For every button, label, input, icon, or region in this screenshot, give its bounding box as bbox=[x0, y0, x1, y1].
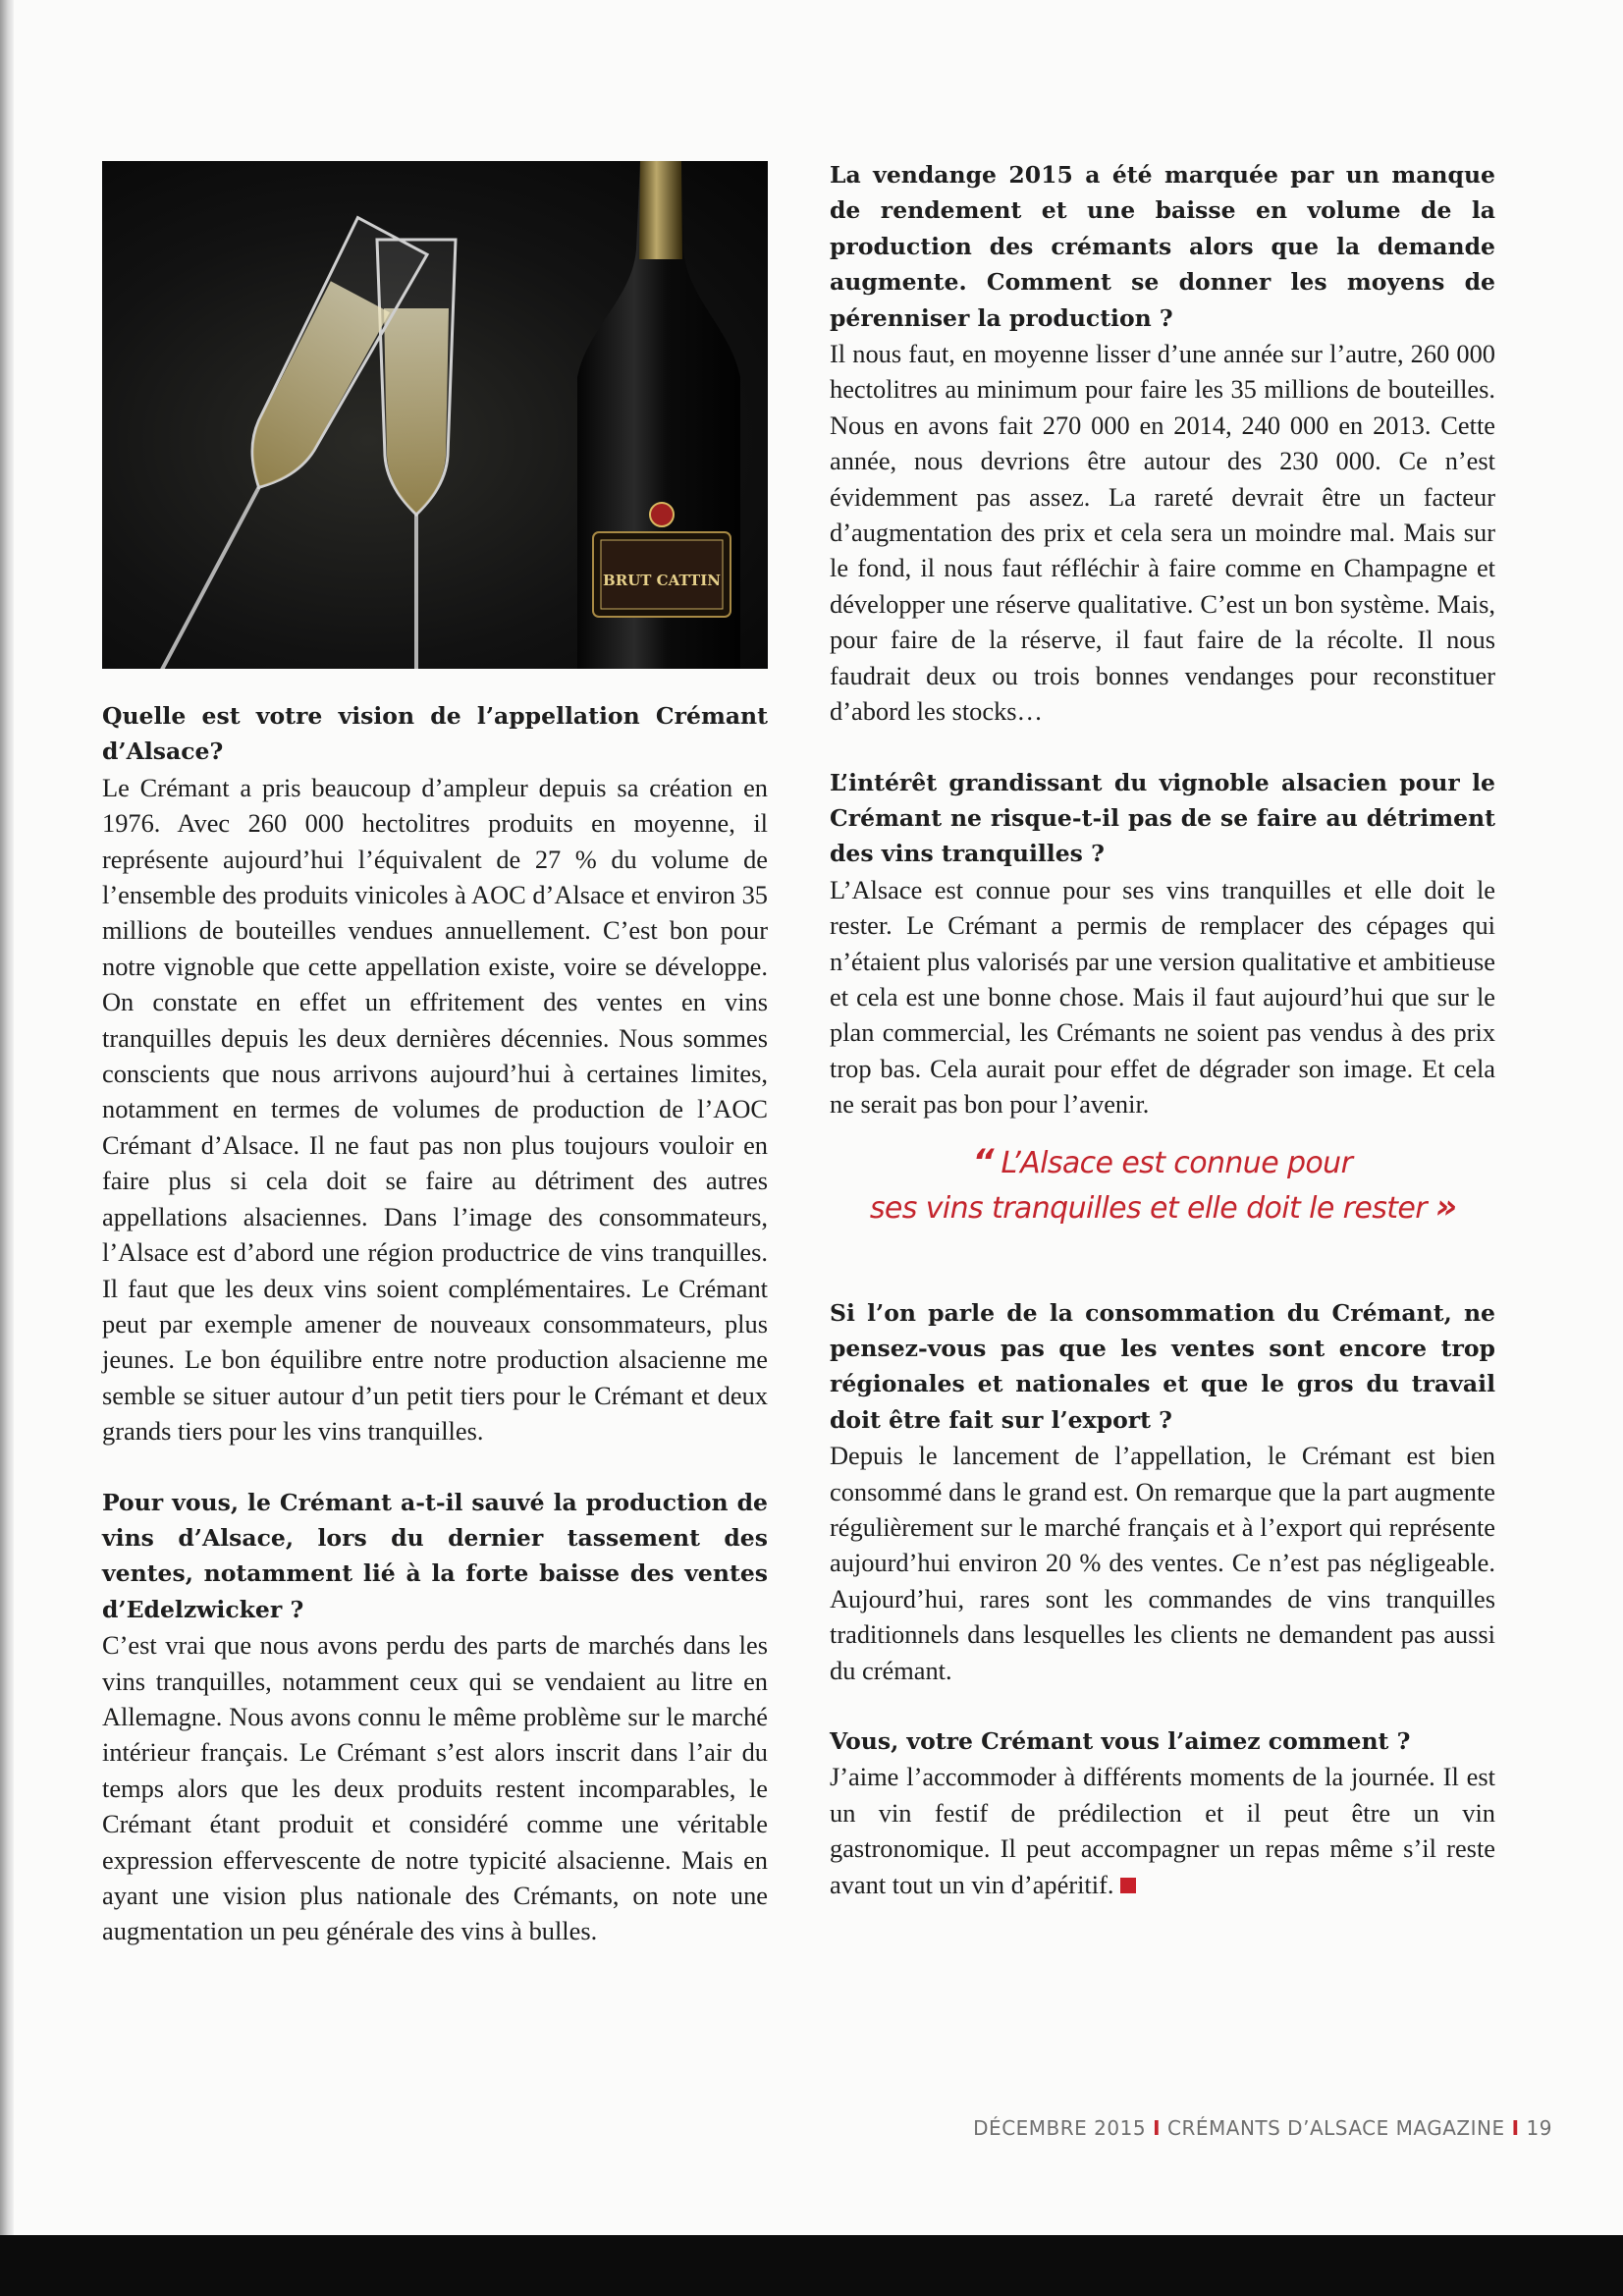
footer-separator: I bbox=[1511, 2116, 1520, 2140]
pull-quote bbox=[830, 1140, 1495, 1230]
left-column bbox=[102, 157, 768, 1985]
footer-date: DÉCEMBRE 2015 bbox=[973, 2116, 1147, 2140]
page-spine-shadow bbox=[0, 0, 14, 2296]
quote-close-mark: » bbox=[1434, 1186, 1456, 1227]
question-saved-production: Pour vous, le Crémant a-t-il sauvé la production de vins d’Alsace, lors du dernier tassement des ventes, notamment lié à la forte baisse des ventes d’Edelzwicker ? bbox=[102, 1488, 768, 1623]
end-of-article-mark bbox=[1120, 1878, 1136, 1893]
scan-bottom-edge bbox=[0, 2235, 1623, 2296]
answer-export: Depuis le lancement de l’appellation, le Crémant est bien consommé dans le grand est. On remarque que la part augmente régulièrement sur le marché français et à l’export qui représente aujourd’hui environ 20 % des ventes. Ce n’est pas négligeable. Aujourd’hui, rares sont les commandes de vins tranquilles traditionnels dans lesquelles les clients ne demandent pas aussi du crémant. bbox=[830, 1441, 1495, 1685]
bottle-label-text: BRUT CATTIN bbox=[603, 572, 721, 589]
question-how-you-like-it: Vous, votre Crémant vous l’aimez comment ? bbox=[830, 1727, 1411, 1756]
answer-still-wines: L’Alsace est connue pour ses vins tranquilles et elle doit le rester. Le Crémant a permis de remplacer des cépages qui n’étaient plus valorisés par une version qualitative et ambitieuse et cela est une bonne chose. Mais il faut aujourd’hui que sur le plan commercial, les Crémants ne soient pas vendus à des prix trop bas. Cela aurait pour effet de dégrader son image. Et cela ne serait pas bon pour l’avenir. bbox=[830, 874, 1495, 1120]
question-still-wines: L’intérêt grandissant du vignoble alsacien pour le Crémant ne risque-t-il pas de se faire au détriment des vins tranquilles ? bbox=[830, 768, 1495, 868]
right-column bbox=[830, 157, 1495, 1938]
answer-vision: Le Crémant a pris beaucoup d’ampleur depuis sa création en 1976. Avec 260 000 hectolitres produits en moyenne, il représente aujourd’hui l’équivalent de 27 % du volume de l’ensemble des produits vinicoles à AOC d’Alsace et environ 35 millions de bouteilles vendues annuellement. C’est bon pour notre vignoble que cette appellation existe, voire se développe. On constate en effet un effritement des ventes en vins tranquilles depuis les deux dernières décennies. Nous sommes conscients que nous arrivons aujourd’hui à certaines limites, notamment en termes de volumes de production de l’AOC Crémant d’Alsace. Il ne faut pas non plus toujours vouloir en faire plus si cela doit se faire au détriment des autres appellations alsaciennes. Dans l’image des consommateurs, l’Alsace est d’abord une région productrice de vins tranquilles. Il faut que les deux vins soient complémentaires. Le Crémant peut par exemple amener de nouveaux consommateurs, plus jeunes. Le bon équilibre entre notre production alsacienne me semble se situer autour d’un petit tiers pour le Crémant et deux grands tiers pour les vins tranquilles. bbox=[102, 772, 768, 1447]
tilted-glass bbox=[128, 218, 427, 669]
question-harvest-2015: La vendange 2015 a été marquée par un manque de rendement et une baisse en volume de la production des crémants alors que la demande augmente. Comment se donner les moyens de pérenniser la production ? bbox=[830, 161, 1495, 332]
champagne-photo bbox=[102, 161, 768, 669]
quote-open-mark: “ bbox=[972, 1141, 993, 1181]
answer-saved-production: C’est vrai que nous avons perdu des parts de marchés dans les vins tranquilles, notamment ceux qui se vendaient au litre en Allemagne. Nous avons connu le même problème sur le marché intérieur français. Le Crémant s’est alors inscrit dans l’air du temps alors que les deux produits restent incomparables, le Crémant étant produit et considéré comme une véritable expression effervescente de notre typicité alsacienne. Mais en ayant une vision plus nationale des Crémants, on note une augmentation un peu générale des vins à bulles. bbox=[102, 1630, 768, 1946]
answer-harvest-2015: Il nous faut, en moyenne lisser d’une année sur l’autre, 260 000 hectolitres au minimum pour faire les 35 millions de bouteilles. Nous en avons fait 270 000 en 2014, 240 000 en 2013. Cette année, nous devrions être autour des 230 000. Ce n’est évidemment pas assez. La rareté devrait être un facteur d’augmentation des prix et cela sera un moindre mal. Mais sur le fond, il nous faut réfléchir à faire comme en Champagne et développer une réserve qualitative. C’est un bon système. Mais, pour faire de la réserve, il faut faire de la récolte. Il nous faudrait deux ou trois bonnes vendanges pour reconstituer d’abord les stocks… bbox=[830, 339, 1495, 727]
question-vision: Quelle est votre vision de l’appellation Crémant d’Alsace? bbox=[102, 702, 768, 766]
footer-separator: I bbox=[1153, 2116, 1162, 2140]
answer-how-you-like-it-text: J’aime l’accommoder à différents moments de la journée. Il est un vin festif de prédilection et il peut être un vin gastronomique. Il peut accompagner un repas même s’il reste avant tout un vin d’apéritif. bbox=[830, 1762, 1495, 1899]
footer-page-number: 19 bbox=[1526, 2116, 1552, 2140]
quote-line-2: ses vins tranquilles et elle doit le rester bbox=[869, 1190, 1428, 1226]
quote-line-1: L’Alsace est connue pour bbox=[1001, 1145, 1353, 1180]
answer-how-you-like-it bbox=[830, 1759, 1495, 1902]
page-footer bbox=[973, 2116, 1552, 2140]
champagne-illustration bbox=[102, 161, 768, 669]
question-export: Si l’on parle de la consommation du Crémant, ne pensez-vous pas que les ventes sont encore trop régionales et nationales et que le gros du travail doit être fait sur l’export ? bbox=[830, 1298, 1495, 1434]
footer-magazine: CRÉMANTS D’ALSACE MAGAZINE bbox=[1167, 2116, 1505, 2140]
bottle bbox=[577, 161, 740, 669]
